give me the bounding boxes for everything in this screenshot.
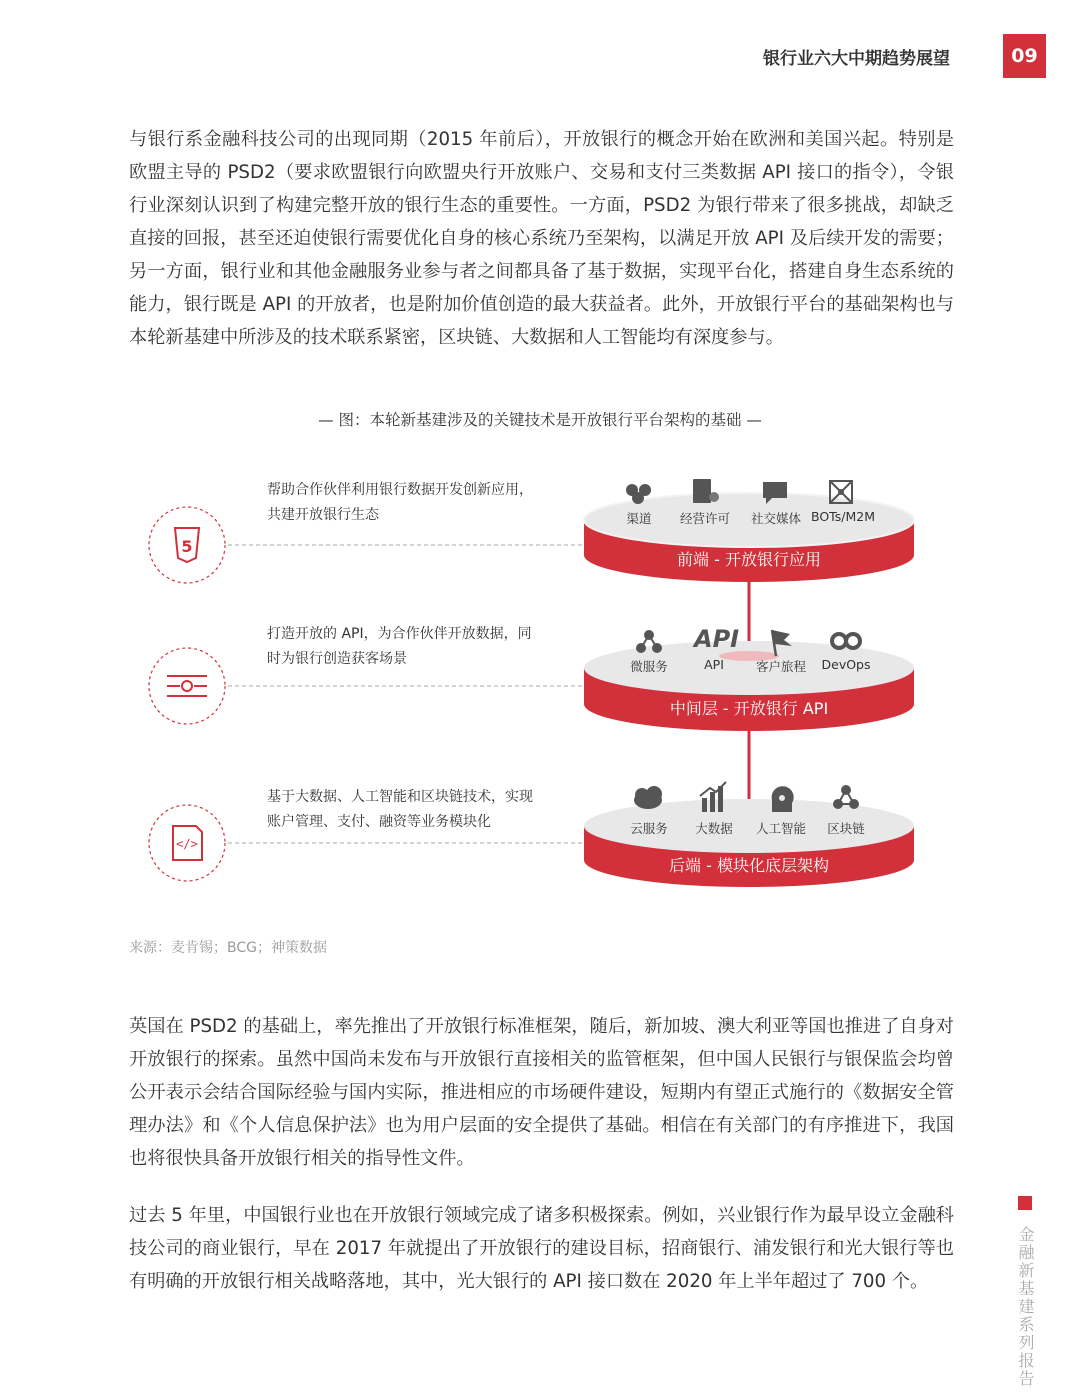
paragraph-1: 与银行系金融科技公司的出现同期（2015 年前后），开放银行的概念开始在欧洲和美国兴起。特别是欧盟主导的 PSD2（要求欧盟银行向欧盟央行开放账户、交易和支付三类数据 API 接口的指令），令银行业深刻认识到了构建完整开放的银行生态的重要性。一方面，PSD2 为银行带来了很多挑战，却缺乏直接的回报，甚至还迫使银行需要优化自身的核心系统乃至架构，以满足开放 API 及后续开发的需要；另一方面，银行业和其他金融服务业参与者之间都具备了基于数据，实现平台化，搭建自身生态系统的能力，银行既是 API 的开放者，也是附加价值创造的最大获益者。此外，开放银行平台的基础架构也与本轮新基建中所涉及的技术联系紧密，区块链、大数据和人工智能均有深度参与。 bbox=[129, 129, 954, 348]
big-data-icon bbox=[700, 782, 726, 812]
desc-line: 共建开放银行生态 bbox=[267, 507, 379, 523]
series-title: 金融新基建系列报告 bbox=[1016, 1226, 1035, 1388]
header-title: 银行业六大中期趋势展望 bbox=[763, 49, 950, 69]
layer-description-front bbox=[267, 478, 567, 528]
item-label-bigdata: 大数据 bbox=[695, 821, 733, 836]
item-label-bots: BOTs/M2M bbox=[810, 509, 875, 524]
item-label-journey: 客户旅程 bbox=[755, 659, 806, 674]
paragraph-3: 过去 5 年里，中国银行业也在开放银行领域完成了诸多积极探索。例如，兴业银行作为最早设立金融科技公司的商业银行，早在 2017 年就提出了开放银行的建设目标，招商银行、浦发银行和光大银行等也有明确的开放银行相关战略落地，其中，光大银行的 API 接口数在 2020 年上半年超过了 700 个。 bbox=[129, 1205, 954, 1292]
sidebar-marker bbox=[1018, 1196, 1032, 1210]
figure-title: — 图：本轮新基建涉及的关键技术是开放银行平台架构的基础 — bbox=[318, 411, 762, 429]
desc-line: 账户管理、支付、融资等业务模块化 bbox=[267, 814, 491, 830]
page-number: 09 bbox=[1003, 34, 1046, 78]
layer-description-back bbox=[267, 785, 567, 835]
paragraph-2: 英国在 PSD2 的基础上，率先推出了开放银行标准框架，随后，新加坡、澳大利亚等国也推进了自身对开放银行的探索。虽然中国尚未发布与开放银行直接相关的监管框架，但中国人民银行与银保监会均曾公开表示会结合国际经验与国内实际，推进相应的市场硬件建设，短期内有望正式施行的《数据安全管理办法》和《个人信息保护法》也为用户层面的安全提供了基础。相信在有关部门的有序推进下，我国也将很快具备开放银行相关的指导性文件。 bbox=[129, 1016, 954, 1169]
license-icon bbox=[693, 479, 719, 503]
item-label-microservice: 微服务 bbox=[630, 659, 668, 674]
devops-icon bbox=[832, 634, 860, 648]
layer-name-front: 前端 - 开放银行应用 bbox=[677, 550, 821, 569]
item-label-blockchain: 区块链 bbox=[827, 821, 865, 836]
item-label-api: API bbox=[704, 657, 724, 672]
svg-text:5: 5 bbox=[181, 537, 193, 556]
layer-name-back: 后端 - 模块化底层架构 bbox=[669, 856, 829, 875]
desc-line: 基于大数据、人工智能和区块链技术，实现 bbox=[267, 789, 533, 805]
layer-description-middle bbox=[267, 622, 567, 672]
api-connector-icon bbox=[149, 648, 225, 724]
item-label-license: 经营许可 bbox=[679, 511, 730, 526]
layer-name-middle: 中间层 - 开放银行 API bbox=[669, 699, 829, 718]
svg-text:</>: </> bbox=[176, 837, 198, 851]
html5-icon bbox=[149, 507, 225, 583]
cloud-service-icon bbox=[634, 786, 662, 809]
api-glyph: API bbox=[694, 625, 740, 653]
figure-source: 来源：麦肯锡；BCG；神策数据 bbox=[129, 940, 327, 956]
desc-line: 帮助合作伙伴利用银行数据开发创新应用， bbox=[267, 482, 533, 498]
item-label-channel: 渠道 bbox=[626, 511, 652, 526]
desc-line: 打造开放的 API，为合作伙伴开放数据，同 bbox=[267, 626, 532, 642]
desc-line: 时为银行创造获客场景 bbox=[267, 651, 407, 667]
item-label-devops: DevOps bbox=[821, 657, 871, 672]
item-label-ai: 人工智能 bbox=[755, 821, 806, 836]
ai-icon bbox=[772, 786, 794, 812]
item-label-social: 社交媒体 bbox=[750, 511, 801, 526]
code-file-icon bbox=[149, 805, 225, 881]
item-label-cloud: 云服务 bbox=[630, 821, 668, 836]
